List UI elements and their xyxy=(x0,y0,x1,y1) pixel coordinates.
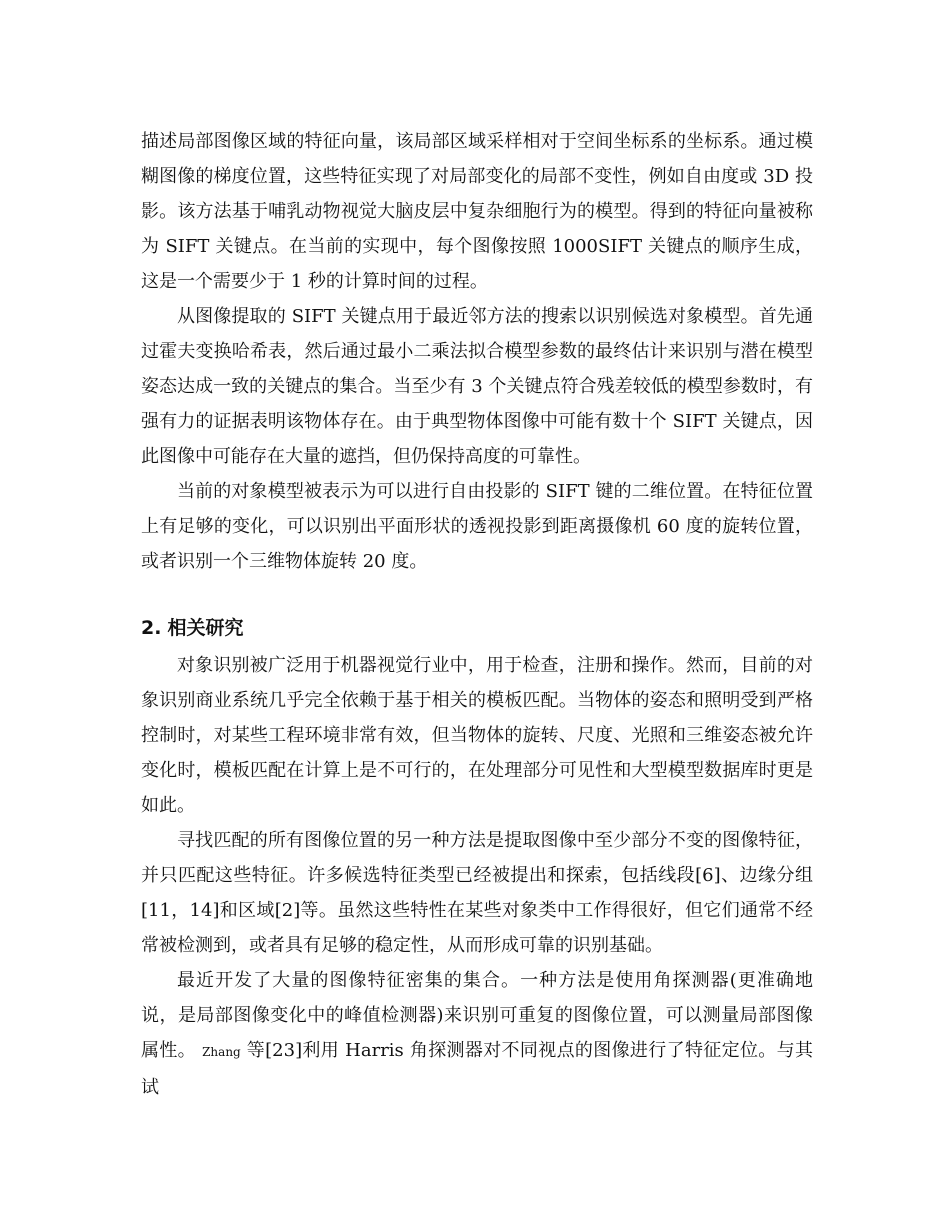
section-number: 2. xyxy=(141,617,162,639)
paragraph-dense-features-start: 最近开发了大量的图像特征密集的集合。一种方法是使用角探测器(更准确地说，是局部图像变化中的峰值检测器)来识别可重复的图像位置，可以测量局部图像属性。 xyxy=(141,970,813,1061)
paragraph-object-model: 当前的对象模型被表示为可以进行自由投影的 SIFT 键的二维位置。在特征位置上有足够的变化，可以识别出平面形状的透视投影到距离摄像机 60 度的旋转位置，或者识别一个三维物体旋转 20 度。 xyxy=(141,481,813,572)
section-title: 相关研究 xyxy=(167,617,244,639)
paragraph-dense-features-end: 等[23]利用 Harris 角探测器对不同视点的图像进行了特征定位。与其试 xyxy=(141,1040,813,1098)
paragraph-invariant-features: 寻找匹配的所有图像位置的另一种方法是提取图像中至少部分不变的图像特征，并只匹配这些特征。许多候选特征类型已经被提出和探索，包括线段[6]、边缘分组[11，14]和区域[2]等。虽然这些特性在某些对象类中工作得很好，但它们通常不经常被检测到，或者具有足够的稳定性，从而形成可靠的识别基础。 xyxy=(141,830,813,956)
author-name-zhang: Zhang xyxy=(202,1045,241,1059)
continuation-paragraph: 描述局部图像区域的特征向量，该局部区域采样相对于空间坐标系的坐标系。通过模糊图像的梯度位置，这些特征实现了对局部变化的局部不变性，例如自由度或 3D 投影。该方法基于哺乳动物视觉大脑皮层中复杂细胞行为的模型。得到的特征向量被称为 SIFT 关键点。在当前的实现中，每个图像按照 1000SIFT 关键点的顺序生成，这是一个需要少于 1 秒的计算时间的过程。 xyxy=(141,131,813,292)
page-content xyxy=(141,124,813,1105)
section-heading xyxy=(141,608,813,648)
paragraph-dense-features xyxy=(141,963,813,1105)
paragraph-object-recognition: 对象识别被广泛用于机器视觉行业中，用于检查，注册和操作。然而，目前的对象识别商业系统几乎完全依赖于基于相关的模板匹配。当物体的姿态和照明受到严格控制时，对某些工程环境非常有效，但当物体的旋转、尺度、光照和三维姿态被允许变化时，模板匹配在计算上是不可行的，在处理部分可见性和大型模型数据库时更是如此。 xyxy=(141,655,813,816)
paragraph-sift-matching: 从图像提取的 SIFT 关键点用于最近邻方法的搜索以识别候选对象模型。首先通过霍夫变换哈希表，然后通过最小二乘法拟合模型参数的最终估计来识别与潜在模型姿态达成一致的关键点的集合。当至少有 3 个关键点符合残差较低的模型参数时，有强有力的证据表明该物体存在。由于典型物体图像中可能有数十个 SIFT 关键点，因此图像中可能存在大量的遮挡，但仍保持高度的可靠性。 xyxy=(141,306,813,467)
